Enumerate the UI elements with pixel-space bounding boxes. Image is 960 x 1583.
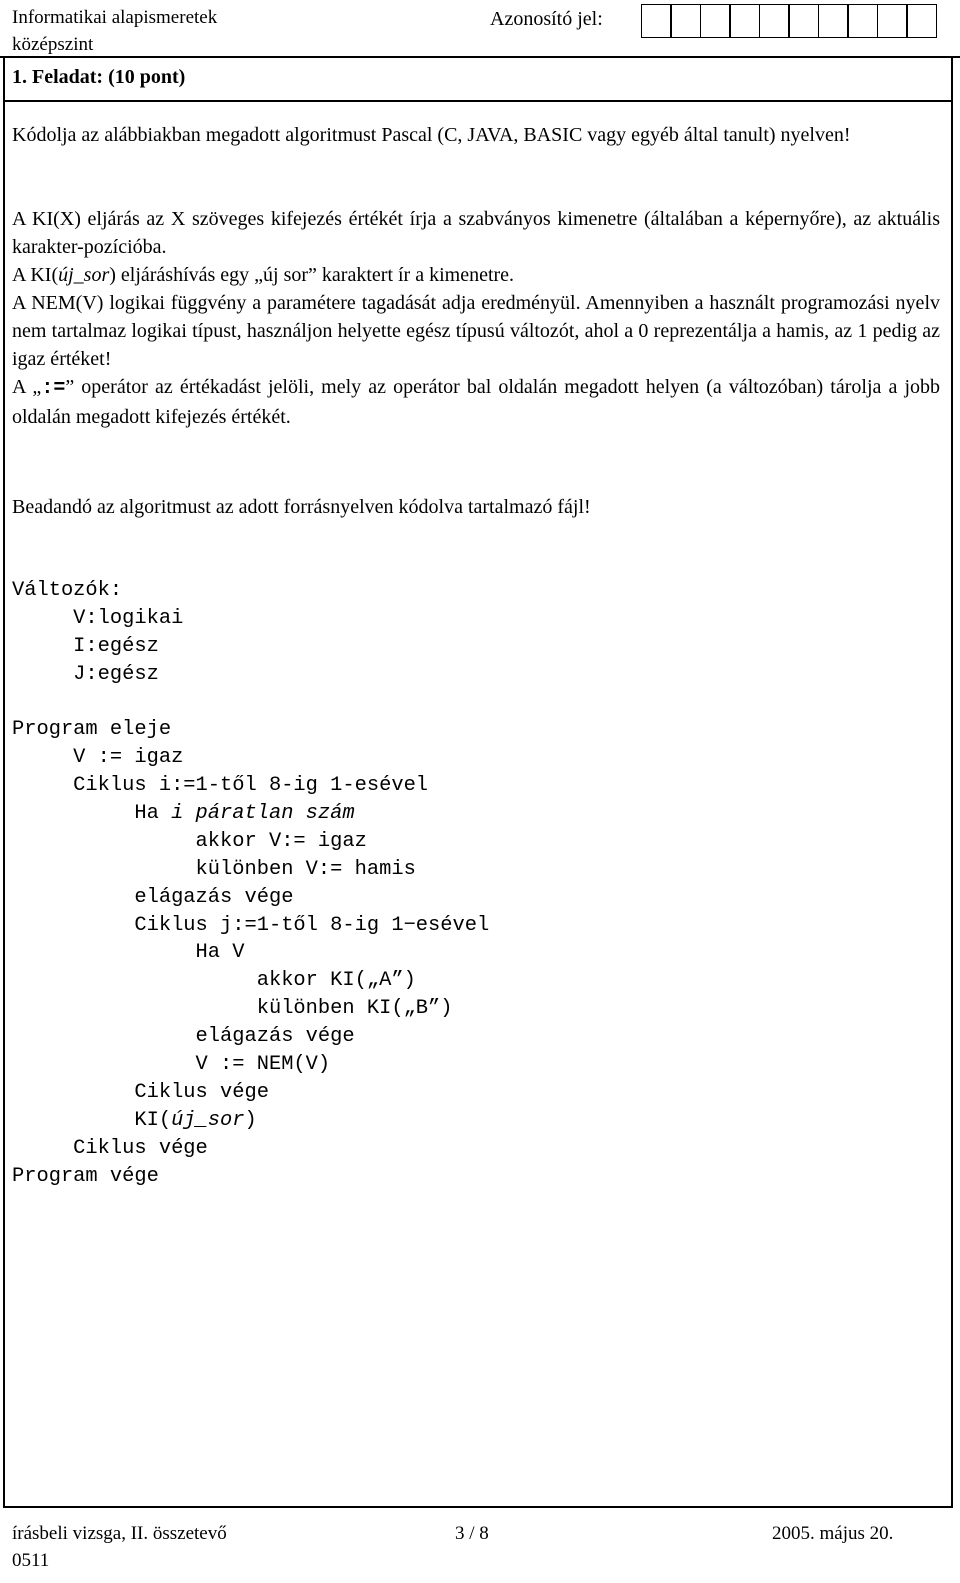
exam-date: 2005. május 20. bbox=[772, 1523, 894, 1544]
title-divider bbox=[3, 100, 953, 102]
code-line: Program vége bbox=[12, 1164, 159, 1188]
code-line: elágazás vége bbox=[12, 1025, 355, 1049]
intro-paragraph: Kódolja az alábbiakban megadott algoritmust Pascal (C, JAVA, BASIC vagy egyéb által tanult) nyelven! bbox=[12, 124, 851, 146]
code-line: Változók: bbox=[12, 578, 123, 602]
code-line: akkor KI(„A”) bbox=[12, 969, 416, 993]
id-box[interactable] bbox=[906, 4, 937, 38]
code-line: elágazás vége bbox=[12, 885, 294, 909]
subject-name: Informatikai alapismeretek bbox=[12, 7, 218, 28]
code-line: Ha i páratlan szám bbox=[12, 802, 355, 826]
id-box[interactable] bbox=[788, 4, 819, 38]
code-line: különben KI(„B”) bbox=[12, 997, 453, 1021]
footer-exam-info bbox=[12, 1520, 227, 1574]
subject-header bbox=[12, 4, 217, 58]
page-number: 3 / 8 bbox=[455, 1523, 489, 1544]
code-line bbox=[12, 688, 489, 716]
id-box[interactable] bbox=[700, 4, 731, 38]
code-line: Ha V bbox=[12, 941, 245, 965]
task-intro bbox=[12, 121, 940, 149]
code-line: V:logikai bbox=[12, 606, 184, 630]
submit-note: Beadandó az algoritmust az adott forrásnyelven kódolva tartalmazó fájl! bbox=[12, 496, 591, 518]
assign-operator: := bbox=[41, 377, 66, 400]
ujsor-paragraph: A KI(új_sor) eljáráshívás egy „új sor” karaktert ír a kimenetre. bbox=[12, 264, 515, 286]
code-line: Ciklus j:=1-től 8-ig 1−esével bbox=[12, 913, 490, 937]
code-line: V := igaz bbox=[12, 746, 184, 770]
id-box[interactable] bbox=[641, 4, 672, 38]
code-line: akkor V:= igaz bbox=[12, 829, 367, 853]
id-box[interactable] bbox=[759, 4, 790, 38]
id-box[interactable] bbox=[877, 4, 908, 38]
task-title: 1. Feladat: (10 pont) bbox=[12, 66, 186, 88]
exam-type: írásbeli vizsga, II. összetevő bbox=[12, 1523, 227, 1544]
code-line: V := NEM(V) bbox=[12, 1053, 331, 1077]
id-box[interactable] bbox=[818, 4, 849, 38]
id-code-boxes bbox=[642, 4, 937, 38]
code-line: Ciklus i:=1-től 8-ig 1-esével bbox=[12, 774, 429, 798]
pseudocode-block bbox=[12, 549, 489, 1218]
subject-level: középszint bbox=[12, 34, 94, 55]
code-line: különben V:= hamis bbox=[12, 857, 416, 881]
id-box[interactable] bbox=[670, 4, 701, 38]
exam-code: 0511 bbox=[12, 1550, 50, 1571]
code-line: I:egész bbox=[12, 634, 159, 658]
code-line: KI(új_sor) bbox=[12, 1108, 257, 1132]
id-box[interactable] bbox=[847, 4, 878, 38]
code-line: Ciklus vége bbox=[12, 1080, 269, 1104]
nem-paragraph: A NEM(V) logikai függvény a paramétere tagadását adja eredményül. Amennyiben a használt programozási nyelv nem tartalmaz logikai típust, használjon helyette egész típusú változót, ahol a 0 reprezentálja a hamis, az 1 pedig az igaz értéket! bbox=[12, 292, 940, 370]
code-line: Program eleje bbox=[12, 718, 172, 742]
task-description bbox=[12, 205, 940, 431]
id-label: Azonosító jel: bbox=[490, 8, 603, 30]
assign-paragraph: A „:=” operátor az értékadást jelöli, mely az operátor bal oldalán megadott helyen (a változóban) tárolja a jobb oldalán megadott kifejezés értékét. bbox=[12, 376, 940, 428]
code-line: Ciklus vége bbox=[12, 1136, 208, 1160]
id-box[interactable] bbox=[729, 4, 760, 38]
ki-paragraph: A KI(X) eljárás az X szöveges kifejezés értékét írja a szabványos kimenetre (általában a képernyőre), az aktuális karakter-pozícióba. bbox=[12, 208, 940, 258]
code-line: J:egész bbox=[12, 662, 159, 686]
